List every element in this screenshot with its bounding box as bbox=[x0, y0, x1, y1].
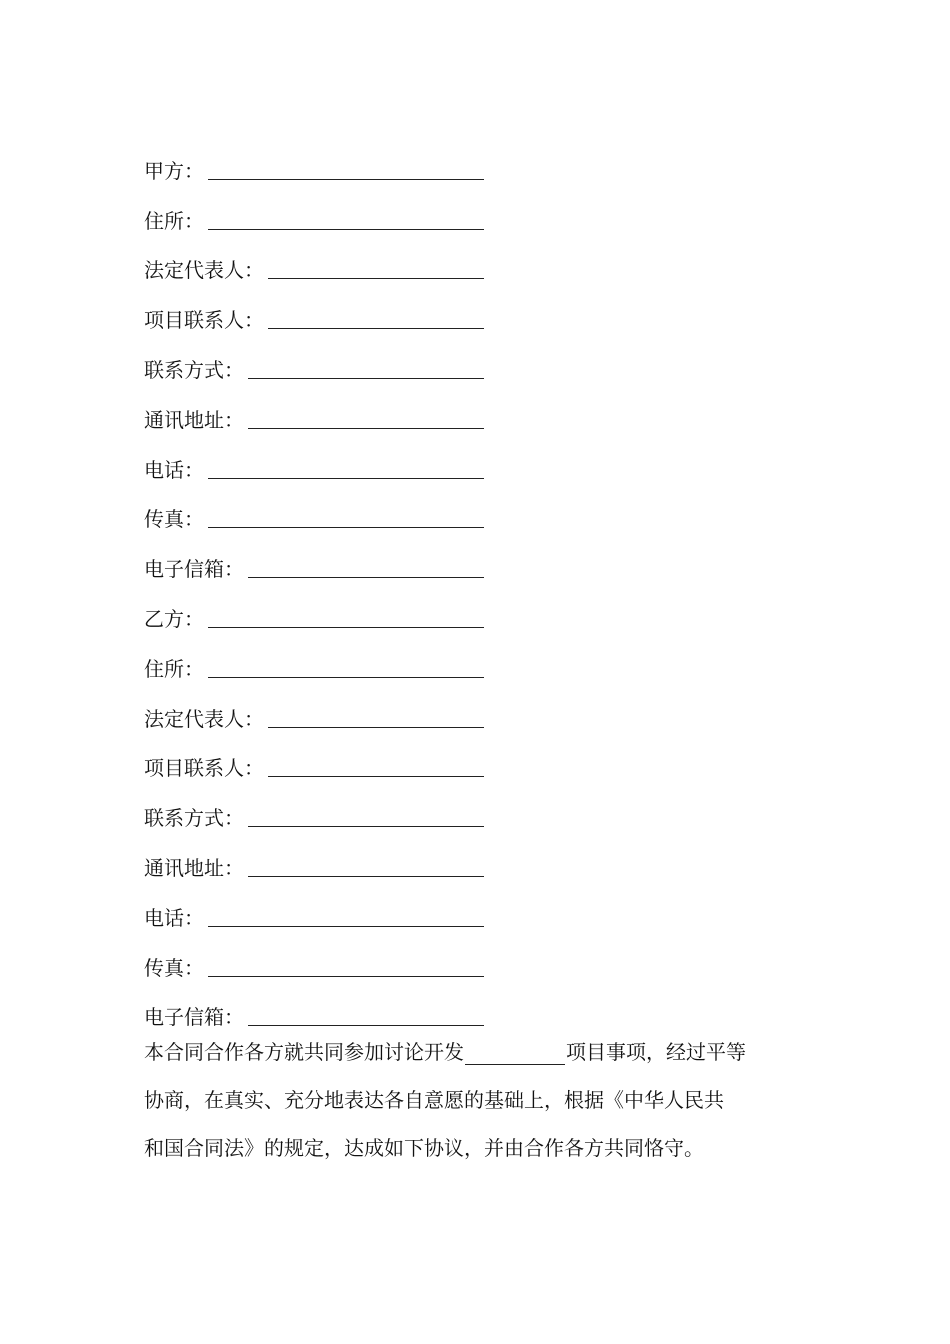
party-b-email-row bbox=[144, 980, 484, 1030]
party-a-project-contact-row bbox=[144, 282, 484, 332]
party-a-phone-label: 电话： bbox=[144, 457, 204, 482]
project-name-blank[interactable] bbox=[465, 1040, 565, 1065]
party-a-fax-row bbox=[144, 482, 484, 532]
preamble-line-2-text: 协商，在真实、充分地表达各自意愿的基础上，根据《中华人民共 bbox=[144, 1088, 724, 1112]
preamble-line-1-start: 本合同合作各方就共同参加讨论开发 bbox=[144, 1040, 464, 1064]
party-a-mailing-address-row bbox=[144, 382, 484, 432]
party-a-email-blank[interactable] bbox=[248, 576, 484, 578]
party-b-legal-rep-blank[interactable] bbox=[268, 726, 484, 728]
party-b-mailing-address-blank[interactable] bbox=[248, 875, 484, 877]
party-a-legal-rep-blank[interactable] bbox=[268, 277, 484, 279]
party-b-address-label: 住所： bbox=[144, 656, 204, 681]
party-b-address-blank[interactable] bbox=[208, 676, 484, 678]
party-b-mailing-address-label: 通讯地址： bbox=[144, 855, 244, 880]
party-a-name-label: 甲方： bbox=[144, 158, 204, 183]
party-b-project-contact-blank[interactable] bbox=[268, 775, 484, 777]
party-b-mailing-address-row bbox=[144, 830, 484, 880]
party-b-phone-label: 电话： bbox=[144, 905, 204, 930]
preamble-line-1-end: 项目事项，经过平等 bbox=[566, 1040, 746, 1064]
party-b-legal-rep-label: 法定代表人： bbox=[144, 706, 264, 731]
party-b-email-label: 电子信箱： bbox=[144, 1005, 244, 1030]
party-a-address-blank[interactable] bbox=[208, 228, 484, 230]
party-b-name-blank[interactable] bbox=[208, 626, 484, 628]
preamble-line-3 bbox=[144, 1124, 809, 1172]
party-a-legal-rep-row bbox=[144, 233, 484, 283]
party-a-fax-blank[interactable] bbox=[208, 526, 484, 528]
party-a-phone-blank[interactable] bbox=[208, 477, 484, 479]
party-b-name-row bbox=[144, 581, 484, 631]
party-b-email-blank[interactable] bbox=[248, 1024, 484, 1026]
party-b-phone-blank[interactable] bbox=[208, 925, 484, 927]
party-a-phone-row bbox=[144, 432, 484, 482]
party-b-project-contact-label: 项目联系人： bbox=[144, 756, 264, 781]
party-a-name-blank[interactable] bbox=[208, 178, 484, 180]
preamble-paragraph bbox=[144, 1028, 809, 1172]
party-a-project-contact-blank[interactable] bbox=[268, 327, 484, 329]
party-b-fax-label: 传真： bbox=[144, 955, 204, 980]
party-a-legal-rep-label: 法定代表人： bbox=[144, 258, 264, 283]
preamble-line-2 bbox=[144, 1076, 809, 1124]
party-b-fax-row bbox=[144, 930, 484, 980]
party-a-mailing-address-label: 通讯地址： bbox=[144, 407, 244, 432]
party-b-contact-method-label: 联系方式： bbox=[144, 806, 244, 831]
party-b-address-row bbox=[144, 631, 484, 681]
party-a-fax-label: 传真： bbox=[144, 507, 204, 532]
party-a-address-label: 住所： bbox=[144, 208, 204, 233]
party-a-contact-method-blank[interactable] bbox=[248, 377, 484, 379]
party-b-contact-method-row bbox=[144, 780, 484, 830]
party-a-contact-method-row bbox=[144, 332, 484, 382]
party-a-email-row bbox=[144, 531, 484, 581]
party-info-fields bbox=[144, 133, 484, 1029]
preamble-line-3-text: 和国合同法》的规定，达成如下协议，并由合作各方共同恪守。 bbox=[144, 1136, 704, 1160]
party-a-mailing-address-blank[interactable] bbox=[248, 427, 484, 429]
party-a-project-contact-label: 项目联系人： bbox=[144, 308, 264, 333]
party-b-project-contact-row bbox=[144, 731, 484, 781]
party-b-name-label: 乙方： bbox=[144, 606, 204, 631]
party-a-email-label: 电子信箱： bbox=[144, 557, 244, 582]
party-b-contact-method-blank[interactable] bbox=[248, 825, 484, 827]
party-a-address-row bbox=[144, 183, 484, 233]
party-b-legal-rep-row bbox=[144, 681, 484, 731]
preamble-line-1 bbox=[144, 1028, 809, 1076]
party-b-fax-blank[interactable] bbox=[208, 975, 484, 977]
party-b-phone-row bbox=[144, 880, 484, 930]
party-a-name-row bbox=[144, 133, 484, 183]
party-a-contact-method-label: 联系方式： bbox=[144, 357, 244, 382]
